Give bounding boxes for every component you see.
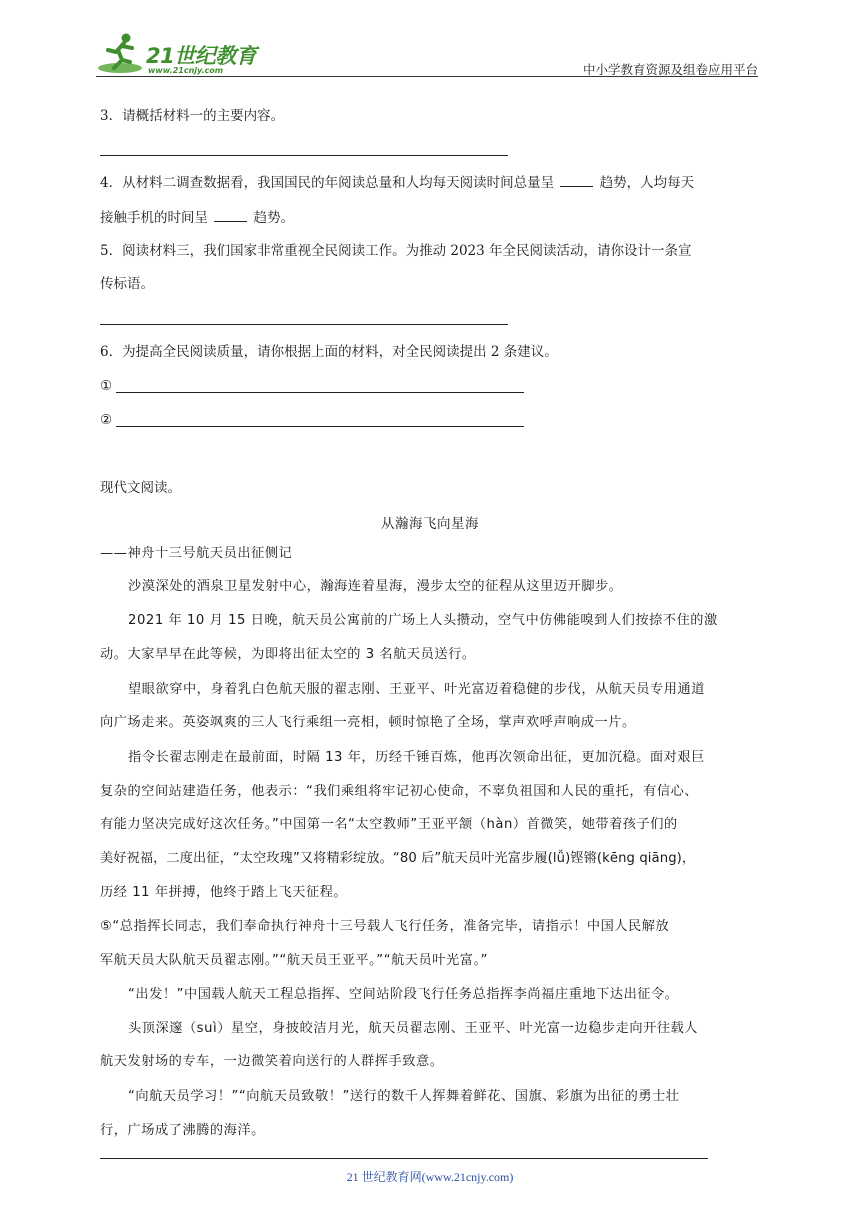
question-4-line1 (100, 172, 694, 193)
answer-line-q6-2[interactable] (116, 426, 524, 427)
article-line: 动。大家早早在此等候，为即将出征太空的 3 名航天员送行。 (100, 647, 476, 662)
article-line: 2021 年 10 月 15 日晚，航天员公寓前的广场上人头攒动，空气中仿佛能嗅到人们按捺不住的激 (128, 613, 718, 628)
article-line: 头顶深邃（suì）星空，身披皎洁月光，航天员翟志刚、王亚平、叶光富一边稳步走向开往载人 (128, 1021, 699, 1036)
logo-text: 21世纪教育 (146, 44, 257, 68)
q4-blank-1[interactable] (560, 172, 593, 187)
q4-blank-2[interactable] (214, 207, 247, 222)
q6-mark-1: ① (100, 378, 113, 394)
q4-text-d: 趋势。 (253, 210, 295, 226)
article-line: 美好祝福，二度出征，“太空玫瑰”又将精彩绽放。“80 后”航天员叶光富步履(lǚ)铿锵(kēng qiāng)， (100, 851, 696, 866)
platform-name: 中小学教育资源及组卷应用平台 (582, 62, 758, 77)
q4-text-a: 4．从材料二调查数据看，我国国民的年阅读总量和人均每天阅读时间总量呈 (100, 175, 555, 191)
article-title: 从瀚海飞向星海 (381, 516, 479, 532)
answer-line-q5[interactable] (100, 324, 508, 325)
answer-line-q6-1[interactable] (116, 392, 524, 393)
article-line: 望眼欲穿中，身着乳白色航天服的翟志刚、王亚平、叶光富迈着稳健的步伐，从航天员专用通道 (128, 682, 705, 697)
footer-divider (100, 1158, 708, 1159)
q4-text-c: 接触手机的时间呈 (100, 210, 208, 226)
header-divider (96, 76, 758, 77)
question-5-line1: 5．阅读材料三，我们国家非常重视全民阅读工作。为推动 2023 年全民阅读活动，请你设计一条宣 (100, 243, 692, 259)
article-line: 航天发射场的专车，一边微笑着向送行的人群挥手致意。 (100, 1054, 444, 1069)
q6-mark-2: ② (100, 412, 113, 428)
article-line: “向航天员学习！”“向航天员致敬！”送行的数千人挥舞着鲜花、国旗、彩旗为出征的勇士壮 (128, 1089, 680, 1104)
section-label: 现代文阅读。 (100, 480, 181, 496)
q4-text-b: 趋势，人均每天 (599, 175, 695, 191)
question-4-line2 (100, 207, 294, 228)
answer-line-q3[interactable] (100, 155, 508, 156)
question-6: 6．为提高全民阅读质量，请你根据上面的材料，对全民阅读提出 2 条建议。 (100, 344, 558, 360)
page-header (96, 30, 758, 78)
article-line: 沙漠深处的酒泉卫星发射中心，瀚海连着星海，漫步太空的征程从这里迈开脚步。 (128, 579, 623, 594)
article-line: 历经 11 年拼搏，他终于踏上飞天征程。 (100, 885, 348, 900)
article-line: 指令长翟志刚走在最前面，时隔 13 年，历经千锤百炼，他再次领命出征，更加沉稳。面对艰巨 (128, 750, 705, 765)
article-line: “出发！”中国载人航天工程总指挥、空间站阶段飞行任务总指挥李尚福庄重地下达出征令。 (128, 987, 679, 1002)
article-line: 行，广场成了沸腾的海洋。 (100, 1123, 265, 1138)
article-line: 有能力坚决完成好这次任务。”中国第一名“太空教师”王亚平颔（hàn）首微笑，她带着孩子们的 (100, 817, 678, 832)
question-5-line2: 传标语。 (100, 276, 154, 292)
article-line: ⑤“总指挥长同志，我们奉命执行神舟十三号载人飞行任务，准备完毕，请指示！中国人民解放 (100, 919, 670, 934)
article-line: 复杂的空间站建造任务，他表示：“我们乘组将牢记初心使命，不辜负祖国和人民的重托，有信心、 (100, 784, 699, 799)
logo-url: www.21cnjy.com (148, 66, 224, 75)
question-3: 3．请概括材料一的主要内容。 (100, 108, 285, 124)
article-line: 军航天员大队航天员翟志刚。”“航天员王亚平。”“航天员叶光富。” (100, 953, 489, 968)
article-line: 向广场走来。英姿飒爽的三人飞行乘组一亮相，顿时惊艳了全场，掌声欢呼声响成一片。 (100, 715, 636, 730)
logo (96, 30, 266, 78)
footer-link[interactable]: 21 世纪教育网(www.21cnjy.com) (346, 1170, 514, 1184)
runner-logo-icon (96, 30, 144, 76)
article-subtitle: ——神舟十三号航天员出征侧记 (100, 546, 293, 561)
